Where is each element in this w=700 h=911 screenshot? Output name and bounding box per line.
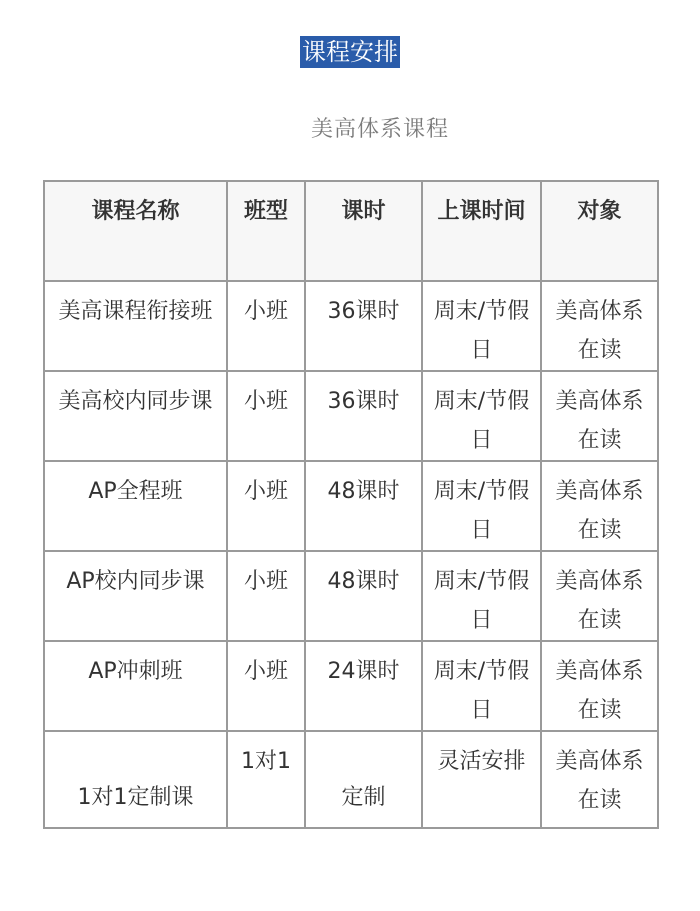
table-row <box>44 551 658 641</box>
cell-schedule-time: 周末/节假日 <box>422 371 541 461</box>
cell-target: 美高体系在读 <box>541 731 658 828</box>
header-course-name: 课程名称 <box>44 181 227 281</box>
header-hours: 课时 <box>305 181 422 281</box>
table-row <box>44 461 658 551</box>
heading-wrapper <box>0 36 700 68</box>
course-schedule-table <box>43 180 659 829</box>
cell-target: 美高体系在读 <box>541 641 658 731</box>
table-row <box>44 731 658 828</box>
cell-schedule-time: 周末/节假日 <box>422 281 541 371</box>
cell-schedule-time: 灵活安排 <box>422 731 541 828</box>
cell-class-type: 小班 <box>227 461 305 551</box>
cell-schedule-time: 周末/节假日 <box>422 551 541 641</box>
cell-course-name: 美高校内同步课 <box>44 371 227 461</box>
cell-hours: 定制 <box>305 731 422 828</box>
cell-class-type: 小班 <box>227 371 305 461</box>
cell-hours: 36课时 <box>305 281 422 371</box>
cell-course-name: AP校内同步课 <box>44 551 227 641</box>
cell-course-name: AP全程班 <box>44 461 227 551</box>
header-schedule-time: 上课时间 <box>422 181 541 281</box>
cell-target: 美高体系在读 <box>541 281 658 371</box>
cell-target: 美高体系在读 <box>541 461 658 551</box>
header-target: 对象 <box>541 181 658 281</box>
table-row <box>44 281 658 371</box>
cell-class-type: 小班 <box>227 281 305 371</box>
page-title: 课程安排 <box>302 38 398 66</box>
section-subtitle: 美高体系课程 <box>310 117 449 142</box>
cell-class-type: 小班 <box>227 551 305 641</box>
cell-hours: 48课时 <box>305 551 422 641</box>
cell-hours: 36课时 <box>305 371 422 461</box>
cell-schedule-time: 周末/节假日 <box>422 461 541 551</box>
cell-course-name: AP冲刺班 <box>44 641 227 731</box>
cell-target: 美高体系在读 <box>541 371 658 461</box>
cell-hours: 24课时 <box>305 641 422 731</box>
cell-class-type: 小班 <box>227 641 305 731</box>
cell-class-type: 1对1 <box>227 731 305 828</box>
table-row <box>44 371 658 461</box>
table-header-row <box>44 181 658 281</box>
cell-schedule-time: 周末/节假日 <box>422 641 541 731</box>
cell-course-name: 美高课程衔接班 <box>44 281 227 371</box>
table-row <box>44 641 658 731</box>
cell-target: 美高体系在读 <box>541 551 658 641</box>
cell-hours: 48课时 <box>305 461 422 551</box>
cell-course-name: 1对1定制课 <box>44 731 227 828</box>
header-class-type: 班型 <box>227 181 305 281</box>
